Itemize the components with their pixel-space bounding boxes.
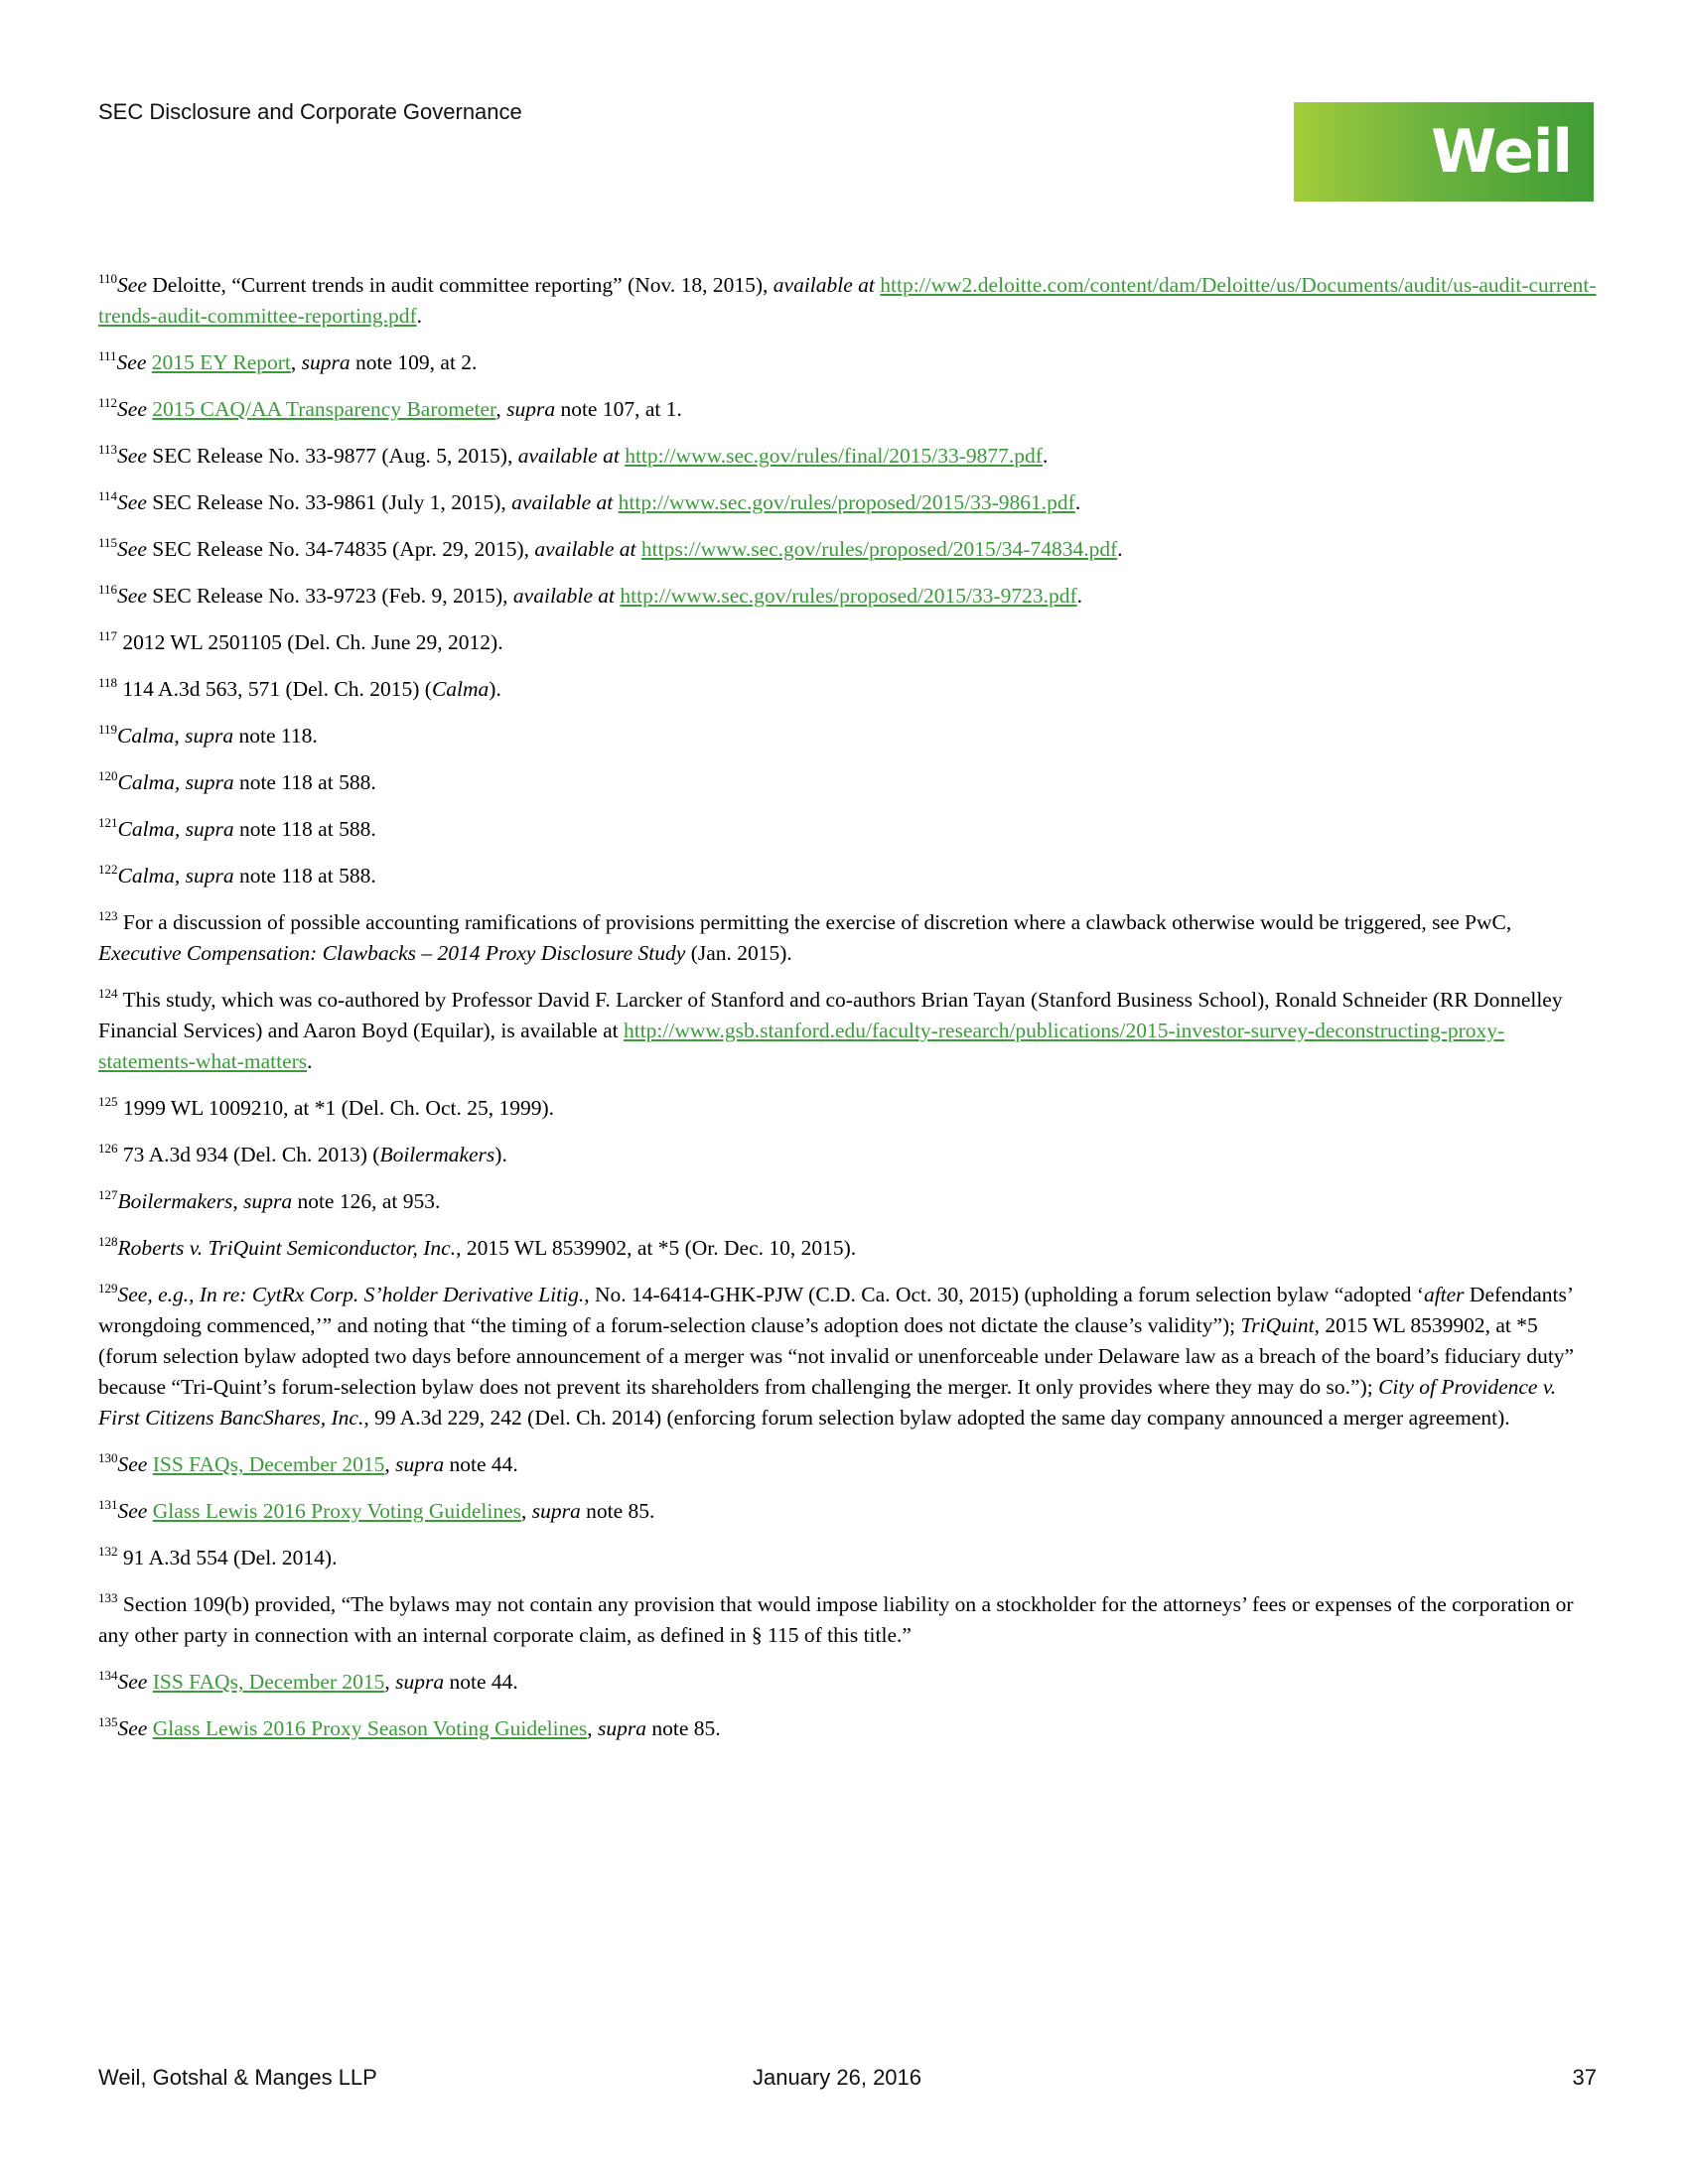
- footnote-number: 124: [98, 986, 118, 1001]
- footnote-text: SEC Release No. 33-9723 (Feb. 9, 2015),: [146, 584, 513, 608]
- footnote-number: 110: [98, 271, 118, 286]
- footnote-text: , 2015 WL 8539902, at *5 (forum selection bylaw adopted two days before announcement of a merger was “not invalid or unenforceable under Delaware law as a breach of the board’s fiduciary duty” because “Tri-Quint’s forum-selection bylaw does not prevent its shareholders from challenging the merger. It only provides where they may do so.”);: [98, 1313, 1575, 1399]
- footnote-text: ,: [189, 1283, 200, 1306]
- footnote-italic-text: Calma, supra: [117, 864, 234, 887]
- footnote-italic-text: Boilermakers: [117, 1189, 233, 1213]
- footnote-text: .: [416, 304, 422, 328]
- footnote-link[interactable]: http://www.gsb.stanford.edu/faculty-research/publications/2015-investor-survey-deconstructing-proxy-statements-what-matters: [98, 1019, 1505, 1073]
- footnote-number: 132: [98, 1544, 118, 1559]
- footnote-110: [98, 270, 1598, 332]
- footnote-text: SEC Release No. 33-9861 (July 1, 2015),: [146, 490, 512, 514]
- footnote-text: , 99 A.3d 229, 242 (Del. Ch. 2014) (enforcing forum selection bylaw adopted the same day company announced a merger agreement).: [363, 1406, 1510, 1430]
- footnote-italic-text: See: [117, 1670, 148, 1694]
- footnote-italic-text: Executive Compensation: Clawbacks – 2014 Proxy Disclosure Study: [98, 941, 686, 965]
- footnote-italic-text: See: [117, 490, 147, 514]
- footnote-117: [98, 627, 1598, 658]
- footnote-text: Deloitte, “Current trends in audit committee reporting” (Nov. 18, 2015),: [146, 273, 774, 297]
- footnote-number: 131: [98, 1497, 118, 1512]
- footnote-123: [98, 907, 1598, 969]
- footnote-link[interactable]: http://ww2.deloitte.com/content/dam/Deloitte/us/Documents/audit/us-audit-current-trends-audit-committee-reporting.pdf: [98, 273, 1597, 328]
- footnote-text: note 118 at 588.: [233, 770, 376, 794]
- footnote-italic-text: See: [117, 1716, 148, 1740]
- footnote-number: 114: [98, 488, 118, 503]
- document-header-title: SEC Disclosure and Corporate Governance: [98, 99, 522, 124]
- footnote-italic-text: See: [117, 584, 147, 608]
- footnote-129: [98, 1280, 1598, 1433]
- footnote-link[interactable]: http://www.sec.gov/rules/proposed/2015/33-9861.pdf: [618, 490, 1075, 514]
- footnote-number: 111: [98, 348, 117, 363]
- footnote-italic-text: supra: [598, 1716, 647, 1740]
- footnote-number: 120: [98, 768, 118, 783]
- footnote-italic-text: See: [117, 444, 147, 468]
- footnote-text: Section 109(b) provided, “The bylaws may not contain any provision that would impose liability on a stockholder for the attorneys’ fees or expenses of the corporation or any other party in connection with an internal corporate claim, as defined in § 115 of this title.”: [98, 1592, 1574, 1647]
- footnote-127: [98, 1186, 1598, 1217]
- footnote-number: 127: [98, 1187, 118, 1202]
- footnote-120: [98, 767, 1598, 798]
- footnote-number: 130: [98, 1450, 118, 1465]
- footnote-number: 133: [98, 1590, 118, 1605]
- footnote-italic-text: In re: CytRx Corp. S’holder Derivative Litig.: [199, 1283, 585, 1306]
- footnote-133: [98, 1589, 1598, 1651]
- footnote-119: [98, 721, 1598, 751]
- footnote-italic-text: See: [116, 350, 147, 374]
- footnote-text: (Jan. 2015).: [685, 941, 792, 965]
- footnote-italic-text: See: [117, 1499, 148, 1523]
- footnote-link[interactable]: http://www.sec.gov/rules/proposed/2015/33-9723.pdf: [620, 584, 1077, 608]
- footer-date: January 26, 2016: [753, 2065, 922, 2090]
- footnote-128: [98, 1233, 1598, 1264]
- footnote-text: note 118 at 588.: [233, 864, 376, 887]
- footnote-132: [98, 1543, 1598, 1573]
- footnote-text: ,: [521, 1499, 532, 1523]
- footnote-italic-text: Calma, supra: [117, 724, 234, 748]
- footnote-text: note 107, at 1.: [555, 397, 682, 421]
- footnote-number: 112: [98, 395, 118, 410]
- footnote-111: [98, 347, 1598, 378]
- footnote-number: 126: [98, 1141, 118, 1156]
- footnote-italic-text: available at: [512, 584, 616, 608]
- footnote-number: 129: [98, 1281, 118, 1296]
- footnote-link[interactable]: Glass Lewis 2016 Proxy Voting Guidelines: [152, 1499, 521, 1523]
- footnote-number: 117: [98, 628, 118, 643]
- footnote-number: 125: [98, 1094, 118, 1109]
- footnote-number: 113: [98, 442, 118, 457]
- footnote-text: note 44.: [444, 1670, 518, 1694]
- footnote-number: 118: [98, 675, 118, 690]
- footnote-link[interactable]: 2015 EY Report: [151, 350, 291, 374]
- footnote-text: 1999 WL 1009210, at *1 (Del. Ch. Oct. 25, 1999).: [117, 1096, 555, 1120]
- page-number: 37: [1572, 2065, 1597, 2090]
- footnote-italic-text: Calma, supra: [117, 770, 234, 794]
- footnote-131: [98, 1496, 1598, 1527]
- footnote-text: note 85.: [646, 1716, 721, 1740]
- footnote-number: 122: [98, 862, 118, 877]
- footnote-text: For a discussion of possible accounting ramifications of provisions permitting the exercise of discretion where a clawback otherwise would be triggered, see PwC,: [117, 910, 1512, 934]
- footnote-number: 128: [98, 1234, 118, 1249]
- footnote-text: 2012 WL 2501105 (Del. Ch. June 29, 2012).: [117, 630, 503, 654]
- footnote-text: , No. 14-6414-GHK-PJW (C.D. Ca. Oct. 30, 2015) (upholding a forum selection bylaw “adopted ‘: [584, 1283, 1424, 1306]
- footnote-link[interactable]: https://www.sec.gov/rules/proposed/2015/34-74834.pdf: [640, 537, 1118, 561]
- footnote-link[interactable]: http://www.sec.gov/rules/final/2015/33-9877.pdf: [625, 444, 1043, 468]
- footnote-text: note 118 at 588.: [233, 817, 376, 841]
- footnote-italic-text: supra: [395, 1452, 445, 1476]
- footnote-italic-text: Boilermakers: [379, 1143, 495, 1166]
- footnote-italic-text: Calma: [431, 677, 490, 701]
- footnote-number: 115: [98, 535, 118, 550]
- footnote-text: 91 A.3d 554 (Del. 2014).: [117, 1546, 338, 1570]
- footnote-italic-text: supra: [395, 1670, 445, 1694]
- footnote-text: .: [1076, 584, 1082, 608]
- footnote-italic-text: available at: [511, 490, 614, 514]
- footnote-number: 123: [98, 908, 118, 923]
- footnote-text: note 109, at 2.: [350, 350, 478, 374]
- footnote-italic-text: supra: [506, 397, 556, 421]
- footnote-text: ).: [489, 677, 501, 701]
- footnote-118: [98, 674, 1598, 705]
- footnote-text: .: [307, 1049, 313, 1073]
- footnote-text: ,: [587, 1716, 599, 1740]
- footnote-text: note 44.: [444, 1452, 518, 1476]
- footnote-italic-text: See: [117, 273, 147, 297]
- footnote-134: [98, 1667, 1598, 1698]
- footnote-text: ).: [494, 1143, 507, 1166]
- footnote-text: 114 A.3d 563, 571 (Del. Ch. 2015) (: [117, 677, 432, 701]
- footnote-115: [98, 534, 1598, 565]
- footnote-italic-text: See, e.g.: [117, 1283, 190, 1306]
- footnote-link[interactable]: ISS FAQs, December 2015: [152, 1670, 385, 1694]
- footnote-text: ,: [495, 397, 507, 421]
- footnote-italic-text: Calma, supra: [117, 817, 234, 841]
- footnote-text: SEC Release No. 34-74835 (Apr. 29, 2015),: [146, 537, 535, 561]
- footnote-italic-text: See: [117, 1452, 148, 1476]
- weil-logo: [1294, 102, 1594, 202]
- footnote-text: This study, which was co-authored by Professor David F. Larcker of Stanford and co-authors Brian Tayan (Stanford Business School), Ronald Schneider (RR Donnelley Financial Services) and Aaron Boyd (Equilar), is available at: [98, 988, 1563, 1042]
- footnote-114: [98, 487, 1598, 518]
- footnote-number: 134: [98, 1668, 118, 1683]
- footnote-link[interactable]: 2015 CAQ/AA Transparency Barometer: [152, 397, 496, 421]
- footnote-number: 121: [98, 815, 118, 830]
- footnote-112: [98, 394, 1598, 425]
- footnote-text: , 2015 WL 8539902, at *5 (Or. Dec. 10, 2015).: [456, 1236, 857, 1260]
- footnote-124: [98, 985, 1598, 1077]
- footnote-italic-text: after: [1423, 1283, 1465, 1306]
- footnote-130: [98, 1449, 1598, 1480]
- footnote-italic-text: supra: [531, 1499, 581, 1523]
- footnote-italic-text: supra: [301, 350, 351, 374]
- footnote-number: 135: [98, 1714, 118, 1729]
- footnote-italic-text: City of Providence v. First Citizens BancShares, Inc.: [98, 1375, 1557, 1430]
- footnote-text: .: [1117, 537, 1123, 561]
- footnote-italic-text: TriQuint: [1240, 1313, 1315, 1337]
- footnote-number: 116: [98, 582, 118, 597]
- footnote-113: [98, 441, 1598, 472]
- footnote-text: Defendants’ wrongdoing commenced,’” and noting that “the timing of a forum-selection clause’s adoption does not dictate the clause’s validity”);: [98, 1283, 1573, 1337]
- footer-firm-name: Weil, Gotshal & Manges LLP: [98, 2065, 377, 2090]
- footnote-link[interactable]: ISS FAQs, December 2015: [152, 1452, 385, 1476]
- footnote-number: 119: [98, 722, 118, 737]
- footnote-122: [98, 861, 1598, 891]
- footnote-text: .: [1042, 444, 1049, 468]
- logo-text: Weil: [1431, 117, 1572, 187]
- footnote-italic-text: available at: [517, 444, 620, 468]
- footnote-italic-text: See: [117, 537, 147, 561]
- footnote-121: [98, 814, 1598, 845]
- footnote-italic-text: Roberts v. TriQuint Semiconductor, Inc.: [117, 1236, 457, 1260]
- footnote-text: ,: [290, 350, 302, 374]
- footnote-italic-text: See: [117, 397, 147, 421]
- footnote-italic-text: supra: [243, 1189, 293, 1213]
- footnote-italic-text: available at: [773, 273, 875, 297]
- footnote-text: ,: [232, 1189, 244, 1213]
- footnote-125: [98, 1093, 1598, 1124]
- footnote-135: [98, 1713, 1598, 1744]
- footnote-text: note 85.: [580, 1499, 655, 1523]
- footnote-text: ,: [384, 1452, 396, 1476]
- footnote-link[interactable]: Glass Lewis 2016 Proxy Season Voting Guidelines: [152, 1716, 588, 1740]
- footnote-text: ,: [384, 1670, 396, 1694]
- footnote-text: .: [1074, 490, 1081, 514]
- footnote-text: note 126, at 953.: [292, 1189, 441, 1213]
- footnote-text: SEC Release No. 33-9877 (Aug. 5, 2015),: [146, 444, 518, 468]
- footnote-116: [98, 581, 1598, 612]
- footnote-italic-text: available at: [534, 537, 636, 561]
- footnote-text: 73 A.3d 934 (Del. Ch. 2013) (: [117, 1143, 380, 1166]
- footnotes-list: [98, 270, 1598, 1760]
- footnote-text: note 118.: [233, 724, 318, 748]
- footnote-126: [98, 1140, 1598, 1170]
